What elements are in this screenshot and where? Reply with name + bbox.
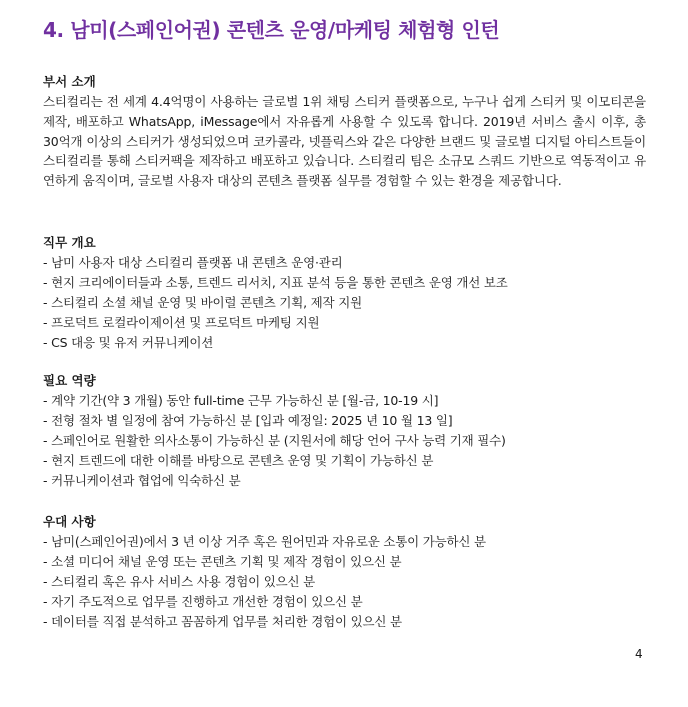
list-item: - 스티컬리 소셜 채널 운영 및 바이럴 콘텐츠 기획, 제작 지원 [43,295,362,310]
list-item: - 스페인어로 원활한 의사소통이 가능하신 분 (지원서에 해당 언어 구사 능력 기재 필수) [43,433,506,448]
list-item: - 현지 트렌드에 대한 이해를 바탕으로 콘텐츠 운영 및 기획이 가능하신 분 [43,453,434,468]
preferred-list [43,532,646,632]
duties-heading: 직무 개요 [43,235,96,250]
preferred-heading: 우대 사항 [43,514,96,529]
duties-list [43,253,646,353]
preferred-section [43,512,646,632]
dept-body: 스티컬리는 전 세계 4.4억명이 사용하는 글로벌 1위 채팅 스티커 플랫폼으로, 누구나 쉽게 스티커 및 이모티콘을 제작, 배포하고 WhatsApp, iMessage에서 자유롭게 사용할 수 있도록 합니다. 2019년 서비스 출시 이후, 총 30억개 이상의 스티커가 생성되었으며 코카콜라, 넷플릭스와 같은 다양한 브랜드 및 글로벌 디지털 아티스트들이 스티컬리를 통해 스티커팩을 제작하고 배포하고 있습니다. 스티컬리 팀은 소규모 스쿼드 기반으로 역동적이고 유연하게 움직이며, 글로벌 사용자 대상의 콘텐츠 플랫폼 실무를 경험할 수 있는 환경을 제공합니다. [43,94,646,189]
list-item: - 소셜 미디어 채널 운영 또는 콘텐츠 기획 및 제작 경험이 있으신 분 [43,554,402,569]
page-number: 4 [635,647,643,661]
duties-section [43,233,646,353]
list-item: - CS 대응 및 유저 커뮤니케이션 [43,335,214,350]
list-item: - 자기 주도적으로 업무를 진행하고 개선한 경험이 있으신 분 [43,594,363,609]
list-item: - 데이터를 직접 분석하고 꼼꼼하게 업무를 처리한 경험이 있으신 분 [43,614,402,629]
list-item: - 현지 크리에이터들과 소통, 트렌드 리서치, 지표 분석 등을 통한 콘텐츠 운영 개선 보조 [43,275,508,290]
list-item: - 스티컬리 혹은 유사 서비스 사용 경험이 있으신 분 [43,574,315,589]
list-item: - 남미(스페인어권)에서 3 년 이상 거주 혹은 원어민과 자유로운 소통이 가능하신 분 [43,534,486,549]
requirements-section [43,371,646,491]
page-title: 4. 남미(스페인어권) 콘텐츠 운영/마케팅 체험형 인턴 [43,18,500,42]
list-item: - 계약 기간(약 3 개월) 동안 full-time 근무 가능하신 분 [월-금, 10-19 시] [43,393,439,408]
dept-heading: 부서 소개 [43,74,96,89]
requirements-list [43,391,646,491]
list-item: - 남미 사용자 대상 스티컬리 플랫폼 내 콘텐츠 운영·관리 [43,255,343,270]
dept-section [43,72,646,191]
list-item: - 전형 절차 별 일정에 참여 가능하신 분 [입과 예정일: 2025 년 10 월 13 일] [43,413,453,428]
requirements-heading: 필요 역량 [43,373,96,388]
list-item: - 커뮤니케이션과 협업에 익숙하신 분 [43,473,241,488]
list-item: - 프로덕트 로컬라이제이션 및 프로덕트 마케팅 지원 [43,315,320,330]
